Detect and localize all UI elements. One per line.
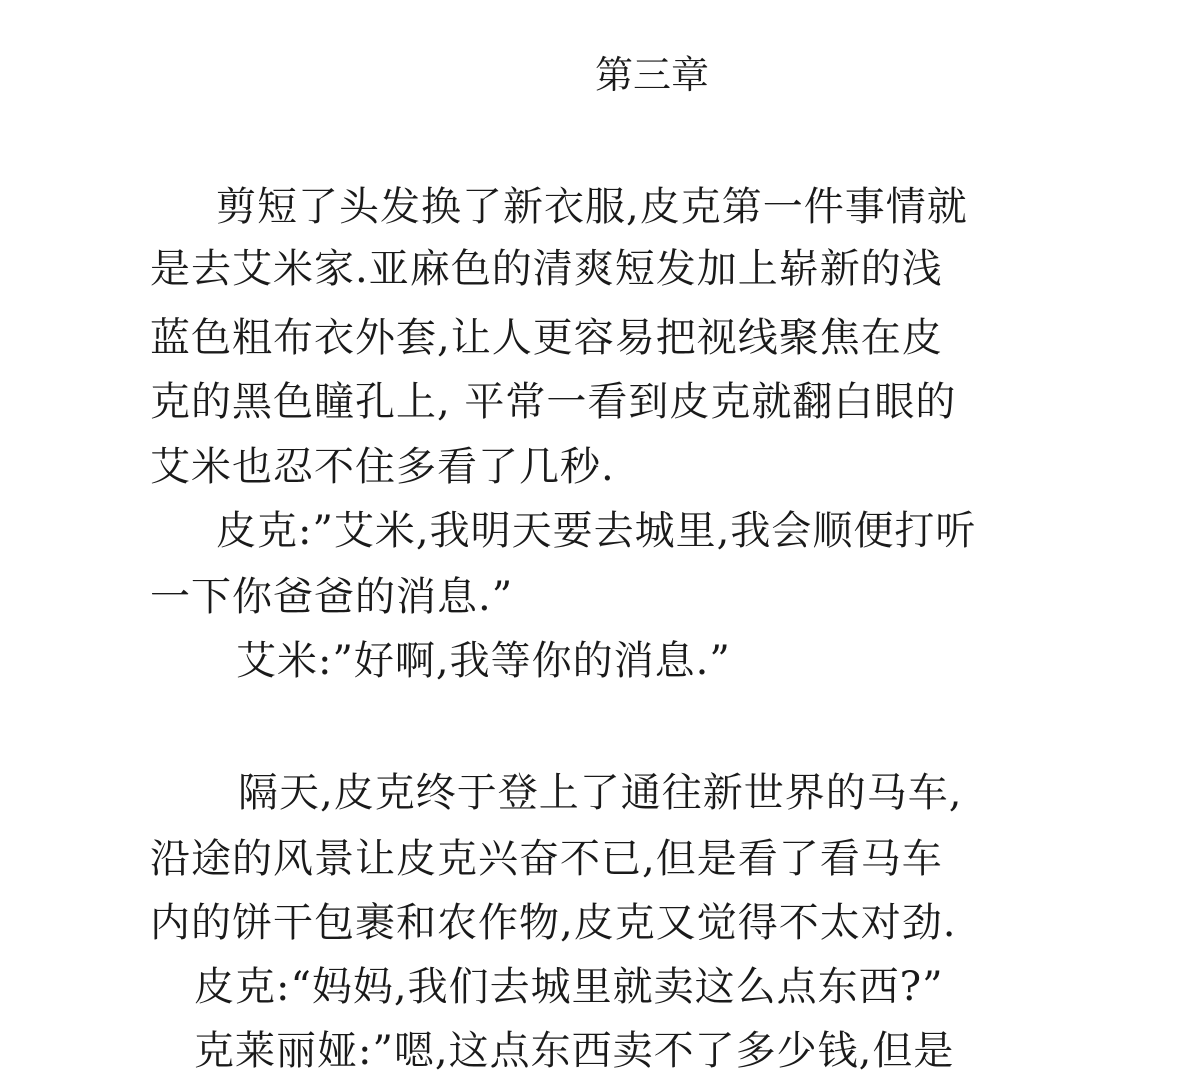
paragraph-line: 内的饼干包裹和农作物,皮克又觉得不太对劲.	[150, 900, 957, 946]
paragraph-line: 一下你爸爸的消息.”	[150, 574, 514, 620]
paragraph-line: 隔天,皮克终于登上了通往新世界的马车,	[238, 770, 963, 816]
paragraph-line: 艾米也忍不住多看了几秒.	[150, 444, 615, 490]
paragraph-line: 剪短了头发换了新衣服,皮克第一件事情就	[216, 184, 968, 230]
dialogue-line: 克莱丽娅:”嗯,这点东西卖不了多少钱,但是	[194, 1028, 955, 1074]
dialogue-line: 皮克:”艾米,我明天要去城里,我会顺便打听	[216, 508, 977, 554]
paragraph-line: 蓝色粗布衣外套,让人更容易把视线聚焦在皮	[150, 315, 943, 361]
paragraph-line: 克的黑色瞳孔上, 平常一看到皮克就翻白眼的	[150, 379, 957, 425]
chapter-title: 第三章	[594, 53, 709, 97]
paragraph-line: 沿途的风景让皮克兴奋不已,但是看了看马车	[150, 836, 943, 882]
paragraph-line: 是去艾米家.亚麻色的清爽短发加上崭新的浅	[150, 246, 943, 292]
dialogue-line: 艾米:”好啊,我等你的消息.”	[236, 638, 731, 684]
dialogue-line: 皮克:“妈妈,我们去城里就卖这么点东西?”	[194, 964, 944, 1010]
